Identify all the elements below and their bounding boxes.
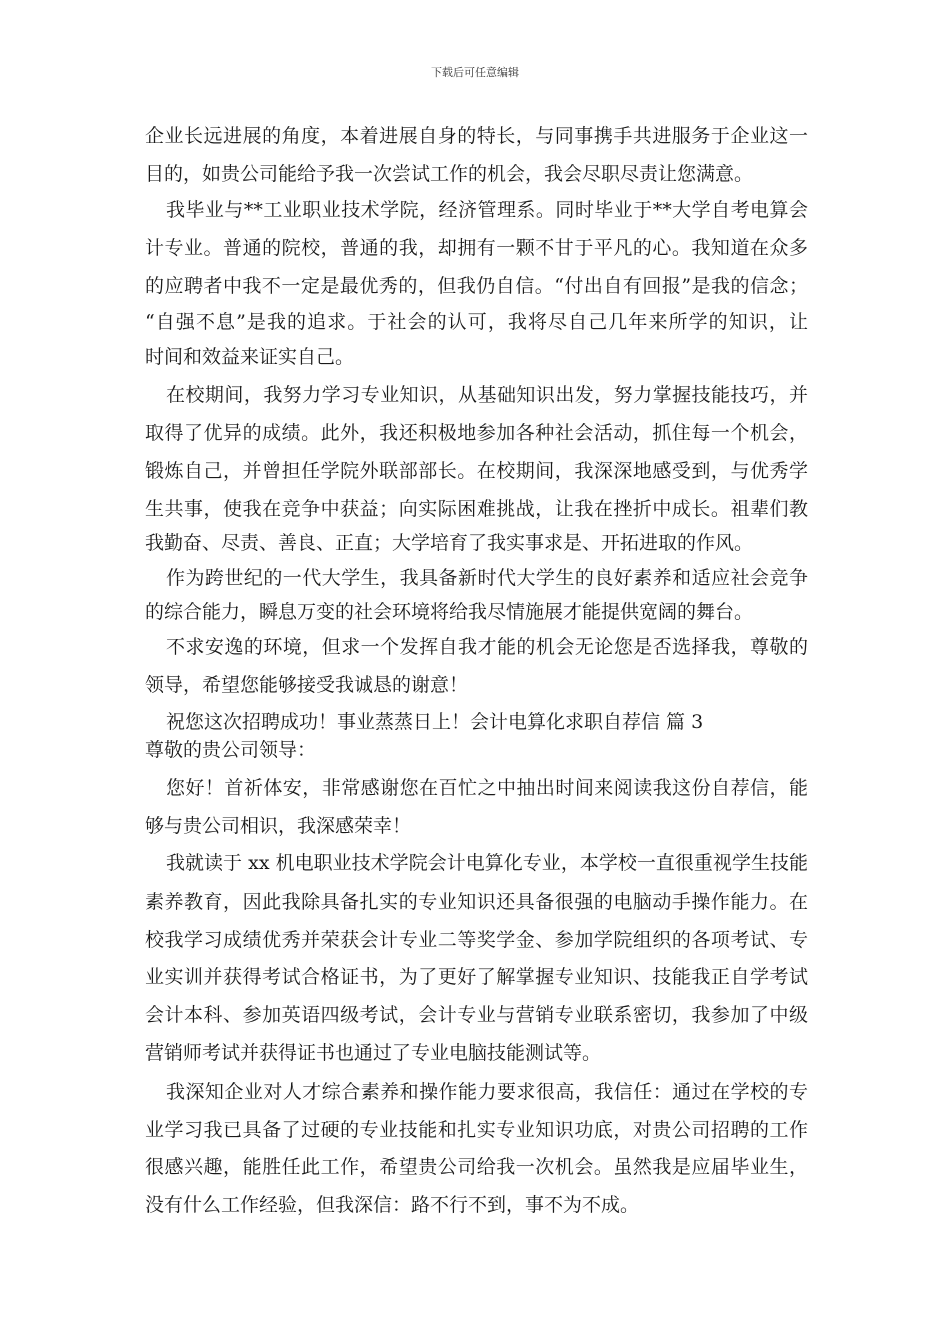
paragraph-first-line: 不求安逸的环境，但求一个发挥自我才能的机会无论您是否选择我，尊敬的 [166, 636, 808, 658]
text-line: 业学习我已具备了过硬的专业技能和扎实专业知识功底，对贵公司招聘的工作 [145, 1119, 808, 1141]
text-line: 企业长远进展的角度，本着进展自身的特长，与同事携手共进服务于企业这一 [145, 125, 808, 147]
text-line: 没有什么工作经验，但我深信：路不行不到，事不为不成。 [145, 1194, 640, 1216]
paragraph-first-line: 祝您这次招聘成功！事业蒸蒸日上！会计电算化求职自荐信 篇 3 [166, 711, 704, 733]
text-line: 业实训并获得考试合格证书，为了更好了解掌握专业知识、技能我正自学考试 [145, 966, 808, 988]
text-line: 领导，希望您能够接受我诚恳的谢意！ [145, 674, 469, 696]
paragraph-first-line: 作为跨世纪的一代大学生，我具备新时代大学生的良好素养和适应社会竞争 [166, 567, 808, 589]
text-line: 目的，如贵公司能给予我一次尝试工作的机会，我会尽职尽责让您满意。 [145, 163, 754, 185]
paragraph-first-line: 我毕业与**工业职业技术学院，经济管理系。同时毕业于**大学自考电算会 [166, 199, 808, 221]
text-line: 营销师考试并获得证书也通过了专业电脑技能测试等。 [145, 1042, 602, 1064]
text-line: 时间和效益来证实自己。 [145, 346, 355, 368]
text-line: 校我学习成绩优秀并荣获会计专业二等奖学金、参加学院组织的各项考试、专 [145, 929, 808, 951]
paragraph-first-line: 我就读于 xx 机电职业技术学院会计电算化专业，本学校一直很重视学生技能 [166, 852, 808, 874]
text-line: 计专业。普通的院校，普通的我，却拥有一颗不甘于平凡的心。我知道在众多 [145, 237, 808, 259]
text-line: 尊敬的贵公司领导： [145, 739, 317, 761]
text-line: 的应聘者中我不一定是最优秀的，但我仍自信。“付出自有回报”是我的信念； [145, 275, 808, 297]
text-line: 我勤奋、尽责、善良、正直；大学培育了我实事求是、开拓进取的作风。 [145, 532, 754, 554]
paragraph-first-line: 您好！首祈体安，非常感谢您在百忙之中抽出时间来阅读我这份自荐信，能 [166, 777, 808, 799]
text-line: 生共事，使我在竞争中获益；向实际困难挑战，让我在挫折中成长。祖辈们教 [145, 498, 808, 520]
paragraph-first-line: 我深知企业对人才综合素养和操作能力要求很高，我信任：通过在学校的专 [166, 1081, 808, 1103]
text-line: 锻炼自己，并曾担任学院外联部部长。在校期间，我深深地感受到，与优秀学 [145, 460, 808, 482]
text-line: “自强不息”是我的追求。于社会的认可，我将尽自己几年来所学的知识，让 [145, 311, 808, 333]
text-line: 很感兴趣，能胜任此工作，希望贵公司给我一次机会。虽然我是应届毕业生， [145, 1156, 808, 1178]
paragraph-first-line: 在校期间，我努力学习专业知识，从基础知识出发，努力掌握技能技巧，并 [166, 384, 808, 406]
page-header: 下载后可任意编辑 [431, 66, 519, 79]
text-line: 会计本科、参加英语四级考试，会计专业与营销专业联系密切，我参加了中级 [145, 1004, 808, 1026]
text-line: 够与贵公司相识，我深感荣幸！ [145, 815, 412, 837]
text-line: 素养教育，因此我除具备扎实的专业知识还具备很强的电脑动手操作能力。在 [145, 891, 808, 913]
text-line: 取得了优异的成绩。此外，我还积极地参加各种社会活动，抓住每一个机会， [145, 422, 808, 444]
text-line: 的综合能力，瞬息万变的社会环境将给我尽情施展才能提供宽阔的舞台。 [145, 601, 754, 623]
